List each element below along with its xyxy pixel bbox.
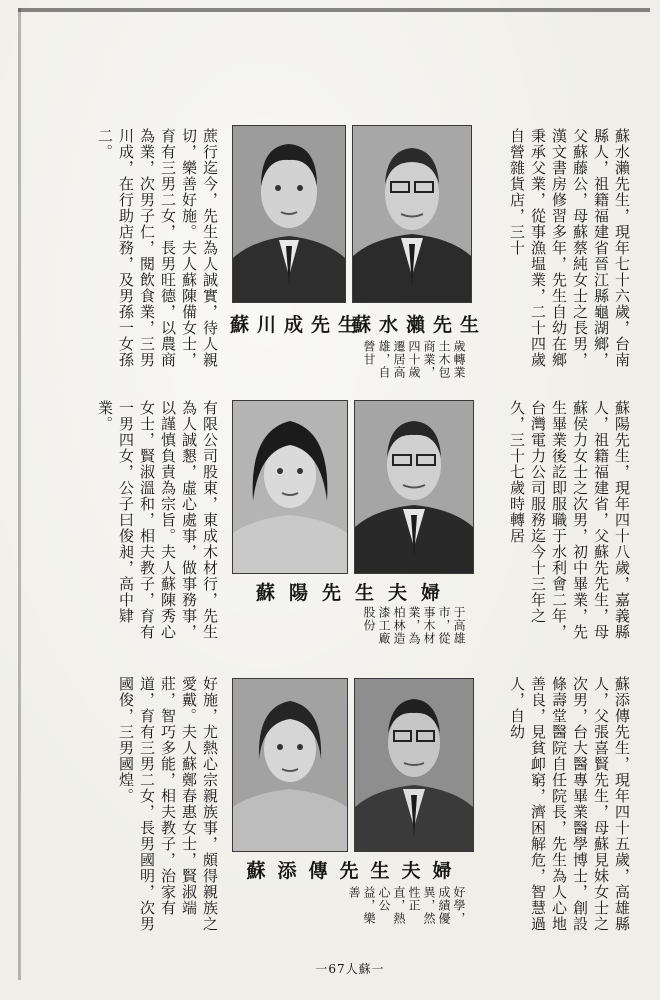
su-shuilai-side-note: 歲轉業土木包商業，四十歲遷居高雄，自營甘 bbox=[362, 340, 466, 379]
su-tianchuan-caption: 蘇添傳先生夫婦 bbox=[246, 860, 464, 882]
su-shuilai-portrait bbox=[352, 125, 472, 303]
mrs-su-yang-portrait bbox=[232, 400, 348, 574]
su-yang-bio: 蘇陽先生，現年四十八歲，嘉義縣人，祖籍福建省，父蘇先先生，母蘇侯力女士之次男，初中畢業，先生畢業後訖即服職于水利會二年，台灣電力公司服務迄今十三年之久，三十七歲時轉居 bbox=[508, 400, 631, 640]
su-tianchuan-bio-continued: 好施，尤熱心宗親族事，頗得親族之愛戴。夫人蘇鄭春惠女士，賢淑端莊，智巧多能，相夫教子，治家有道，育有三男二女，長男國明，次男國俊，三男國煌。 bbox=[117, 676, 219, 932]
page-number: 一67人蘇一 bbox=[315, 962, 385, 976]
su-chuancheng-caption: 蘇川成先生 bbox=[230, 314, 366, 336]
page-top-edge bbox=[18, 8, 650, 12]
su-tianchuan-bio: 蘇添傳先生，現年四十五歲，高雄縣人，父張喜賢先生，母蘇見妹女士之次男，台大醫專畢業醫學博士，創設條壽堂醫院自任院長，先生為人心地善良，見貧卹窮，濟困解危，智慧過人，自幼 bbox=[508, 676, 631, 932]
su-yang-portrait bbox=[354, 400, 474, 574]
su-tianchuan-portrait bbox=[354, 678, 474, 852]
mrs-su-tianchuan-portrait bbox=[232, 678, 348, 852]
su-shuilai-bio: 蘇水瀨先生，現年七十六歲，台南縣人，祖籍福建省晉江縣龜湖鄉，父蘇藤公，母蘇蔡純女士之長男，漢文書房修習多年，先生自幼在鄉秉承父業，從事漁塭業，二十四歲自營雜貨店，三十 bbox=[508, 128, 631, 368]
su-yang-bio-continued: 有限公司股東，東成木材行，先生為人誠懇，虛心處事，做事務事，以謹慎負責為宗旨。夫人蘇陳秀心女士，賢淑溫和，相夫教子，育有一男四女，公子曰俊昶，高中肄業。 bbox=[96, 400, 219, 640]
su-shuilai-caption: 蘇水瀨先生 bbox=[352, 314, 488, 336]
page-left-edge bbox=[18, 8, 21, 980]
su-tianchuan-side-note: 好學，成績優異，然性正直，熱心公益，樂善 bbox=[347, 886, 466, 925]
su-chuancheng-portrait bbox=[232, 125, 346, 303]
su-yang-side-note: 于高雄市，從事木材業，為柏林造漆工廠股份 bbox=[362, 606, 466, 645]
su-shuilai-bio-continued: 蔗行迄今，先生為人誠實，待人親切，樂善好施。夫人蘇陳備女士，育有三男二女，長男旺德，以農商為業，次男子仁，閱飲食業，三男川成，在行助店務，及男孫一女孫二。 bbox=[96, 128, 219, 368]
su-yang-caption: 蘇陽先生夫婦 bbox=[255, 582, 454, 604]
